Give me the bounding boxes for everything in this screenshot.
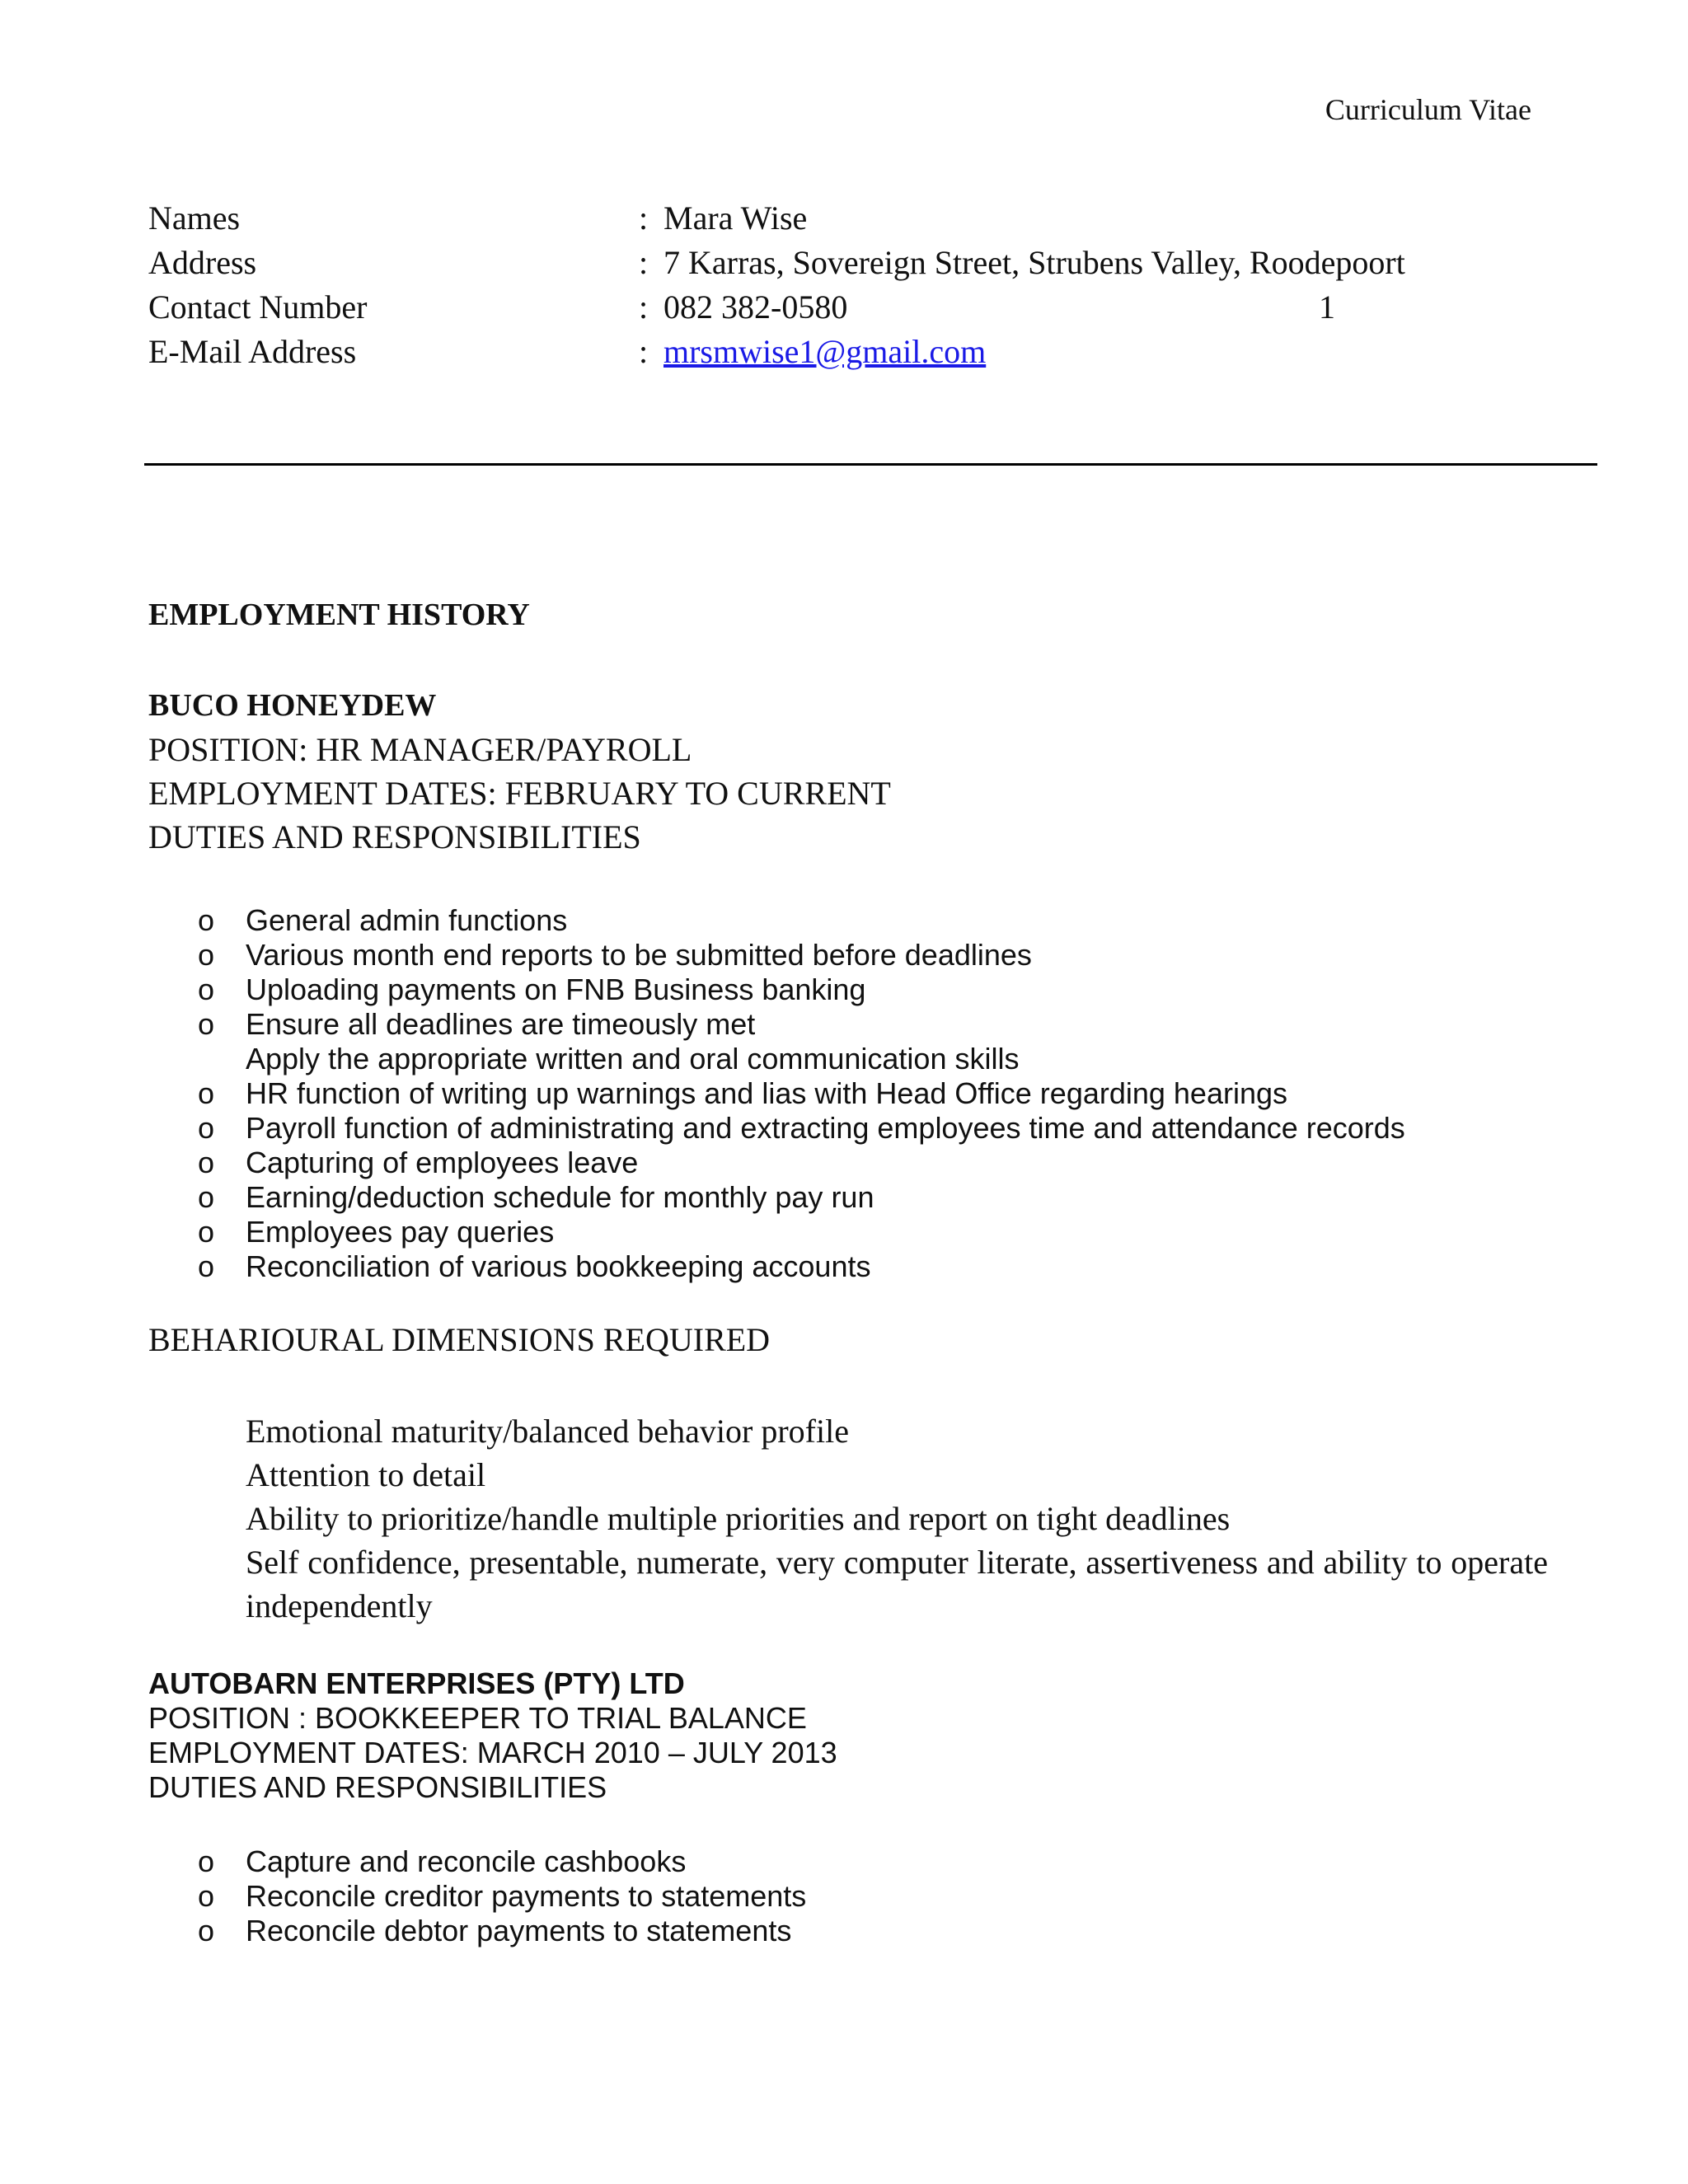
list-item: Self confidence, presentable, numerate, very computer literate, assertiveness and ability to operate independently (246, 1544, 1548, 1624)
job2-duties-heading: DUTIES AND RESPONSIBILITIES (148, 1770, 607, 1804)
job1-dates: EMPLOYMENT DATES: FEBRUARY TO CURRENT (148, 775, 891, 812)
bullet-marker: o (198, 1007, 215, 1041)
cv-page: Curriculum Vitae Names : Mara Wise Address : 7 Karras, Sovereign Street, Strubens Valley, Roodepoort Contact Number : 082 382-0580 1 E-Mail Address : mrsmwise1@gmail.com EMPLOYMENT HISTORY BUCO HONEYDEW POSITION: HR MANAGER/PAYROLL EMPLOYMENT DATES: FEBRUARY TO CURRENT DUTIES AND RESPONSIBILITIES o General admin functions o Various month end reports to be submitted before deadlines o Uploading payments on FNB Business banking o Ensure all deadlines are timeously met Apply the appropriate written and oral communication skills o HR function of writing up warnings and lias with Head Office regarding hearings o Payroll function of administrating and extracting employees time and attendance records o Capturing of employees leave o Earning/deduction schedule for monthly pay run o Employees pay queries o Reconciliation of various bookkeeping accounts BEHARIOURAL DIMENSIONS REQUIRED Emotional maturity/balanced behavior profile Attention to detail Ability to prioritize/handle multiple priorities and report on tight deadlines Self confidence, presentable, numerate, very computer literate, assertiveness and ability to operate independently AUTOBARN ENTERPRISES (PTY) LTD POSITION : BOOKKEEPER TO TRIAL BALANCE EMPLOYMENT DATES: MARCH 2010 – JULY 2013 DUTIES AND RESPONSIBILITIES o Capture and reconcile cashbooks o Reconcile creditor payments to statements o Reconcile debtor payments to statements (0, 0, 1688, 2184)
job1-header (148, 684, 891, 859)
job2-dates: EMPLOYMENT DATES: MARCH 2010 – JULY 2013 (148, 1736, 837, 1769)
horizontal-divider (144, 463, 1597, 466)
document-title: Curriculum Vitae (1325, 93, 1531, 126)
list-item: Ability to prioritize/handle multiple priorities and report on tight deadlines (246, 1500, 1231, 1537)
list-item: Attention to detail (246, 1456, 486, 1493)
bullet-marker: o (198, 1180, 215, 1214)
list-item: Emotional maturity/balanced behavior profile (246, 1413, 849, 1450)
contact-value-address: 7 Karras, Sovereign Street, Strubens Valley, Roodepoort (663, 244, 1405, 281)
email-link[interactable]: mrsmwise1@gmail.com (663, 333, 987, 370)
contact-colon: : (639, 244, 649, 281)
behavioural-heading: BEHARIOURAL DIMENSIONS REQUIRED (148, 1321, 771, 1358)
bullet-marker: o (198, 972, 215, 1006)
contact-value-name: Mara Wise (663, 199, 808, 237)
behavioural-list (246, 1409, 1548, 1628)
contact-colon: : (639, 288, 649, 326)
job1-position: POSITION: HR MANAGER/PAYROLL (148, 731, 692, 768)
bullet-marker: o (198, 1844, 215, 1878)
employment-history-heading: EMPLOYMENT HISTORY (148, 598, 530, 632)
bullet-marker: o (198, 1215, 215, 1249)
bullet-marker: o (198, 1879, 215, 1913)
job1-company: BUCO HONEYDEW (148, 688, 437, 723)
contact-colon: : (639, 333, 649, 370)
contact-label: Address (148, 244, 257, 281)
contact-value-phone: 082 382-0580 (663, 288, 848, 326)
bullet-marker: o (198, 1076, 215, 1110)
bullet-marker: o (198, 1914, 215, 1947)
contact-label: Contact Number (148, 288, 368, 326)
job2-company: AUTOBARN ENTERPRISES (PTY) LTD (148, 1666, 685, 1700)
job1-duties-heading: DUTIES AND RESPONSIBILITIES (148, 818, 641, 855)
contact-phone-extra: 1 (1319, 288, 1335, 326)
bullet-marker: o (198, 938, 215, 972)
job2-header (148, 1666, 837, 1805)
contact-label: Names (148, 199, 241, 237)
bullet-marker: o (198, 903, 215, 937)
bullet-marker: o (198, 1111, 215, 1145)
contact-label: E-Mail Address (148, 333, 357, 370)
job2-position: POSITION : BOOKKEEPER TO TRIAL BALANCE (148, 1701, 807, 1735)
bullet-marker: o (198, 1146, 215, 1179)
contact-colon: : (639, 199, 649, 237)
bullet-marker: o (198, 1249, 215, 1283)
